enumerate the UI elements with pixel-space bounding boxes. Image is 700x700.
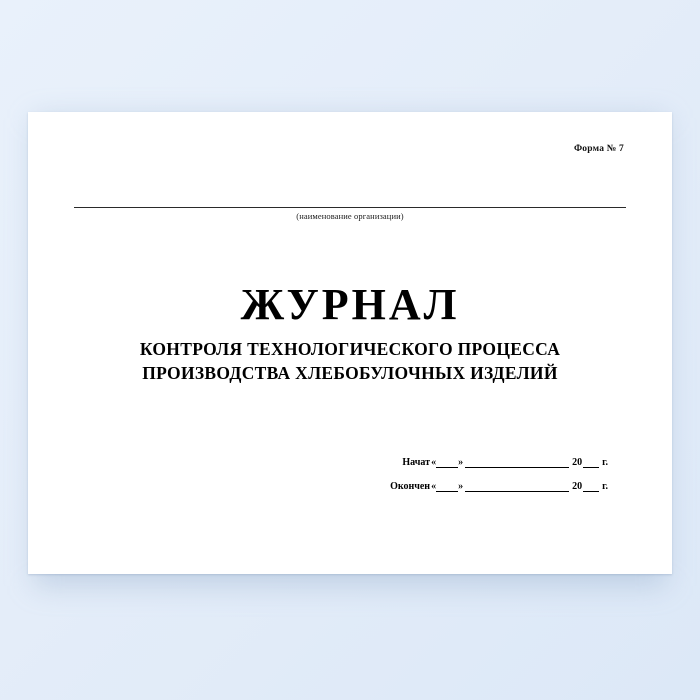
end-date-year-suffix: г.	[602, 480, 608, 492]
start-date-year-blank	[583, 458, 599, 468]
end-date-day-blank	[436, 482, 458, 492]
dates-block	[74, 457, 626, 492]
start-date-month-blank	[465, 458, 569, 468]
start-date-year-suffix: г.	[602, 456, 608, 468]
organization-name-rule	[74, 206, 626, 208]
cover-content	[28, 112, 672, 574]
organization-name-block	[74, 206, 626, 221]
document-subtitle-line-1: КОНТРОЛЯ ТЕХНОЛОГИЧЕСКОГО ПРОЦЕССА	[139, 339, 561, 359]
start-date-day-blank	[436, 458, 458, 468]
journal-cover-page	[28, 112, 672, 574]
start-date-label: Начат	[402, 456, 431, 468]
organization-name-caption: (наименование организации)	[296, 211, 404, 221]
start-date-year-prefix: 20	[572, 456, 583, 468]
start-date-row	[74, 457, 608, 468]
start-date-quote-close: »	[458, 456, 464, 468]
document-subtitle-line-2: ПРОИЗВОДСТВА ХЛЕБОБУЛОЧНЫХ ИЗДЕЛИЙ	[142, 362, 558, 383]
end-date-label: Окончен	[390, 480, 431, 492]
form-number: Форма № 7	[573, 144, 624, 154]
end-date-year-blank	[583, 482, 599, 492]
end-date-quote-close: »	[458, 480, 464, 492]
document-title: ЖУРНАЛ	[240, 280, 460, 329]
end-date-row	[74, 481, 608, 492]
end-date-quote-open: «	[431, 480, 437, 492]
title-block	[74, 280, 626, 385]
end-date-year-prefix: 20	[572, 480, 583, 492]
start-date-quote-open: «	[431, 456, 437, 468]
end-date-month-blank	[465, 482, 569, 492]
